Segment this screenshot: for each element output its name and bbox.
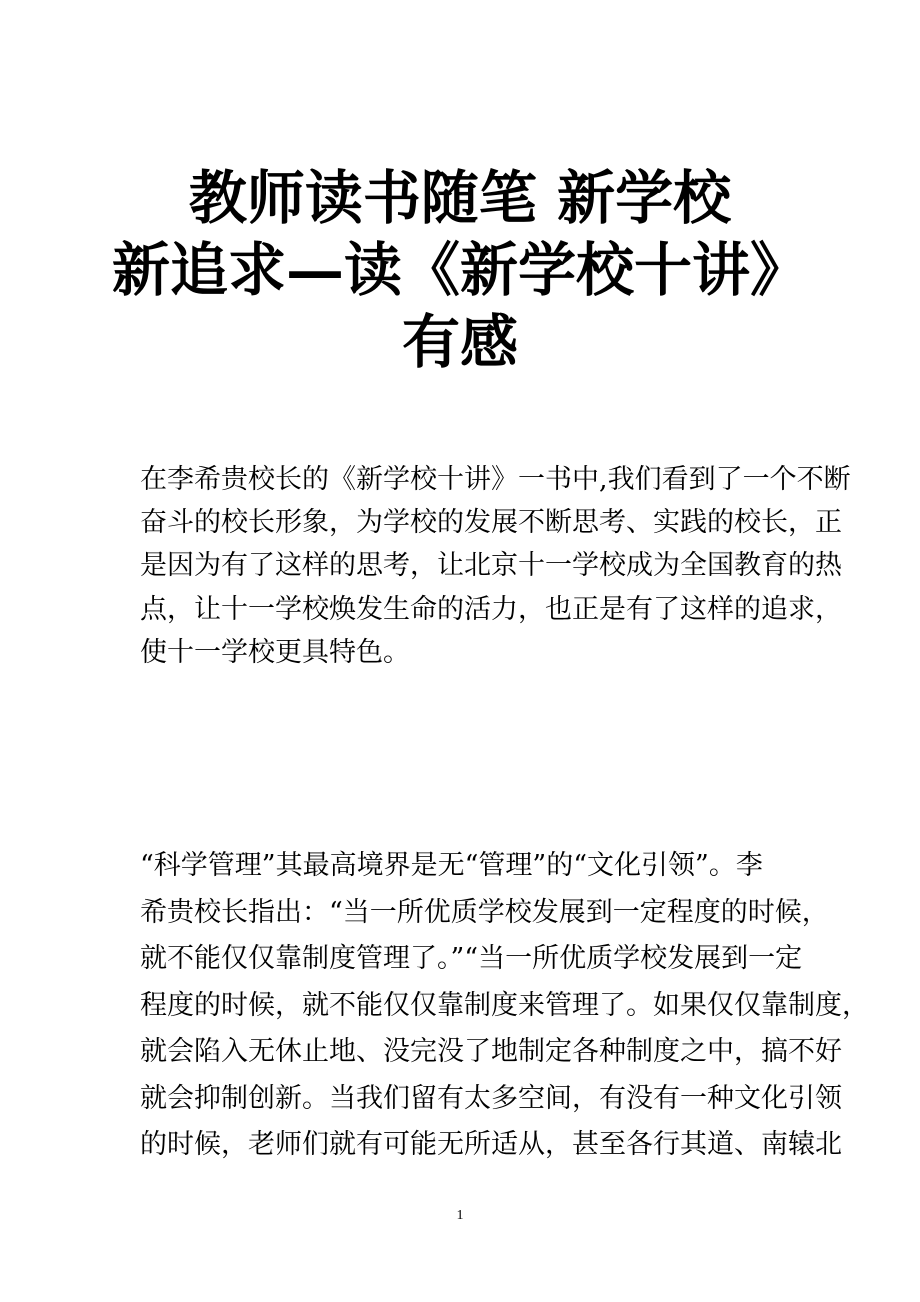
text-line: 奋斗的校长形象，为学校的发展不断思考、实践的校长，正 — [140, 507, 842, 539]
document-title — [0, 162, 920, 378]
text-line: “科学管理”其最高境界是无“管理”的“文化引领”。李 — [140, 850, 763, 881]
paragraph-1 — [140, 458, 851, 674]
text-line: 使十一学校更具特色。 — [140, 636, 410, 668]
text-line: 就会抑制创新。当我们留有太多空间，有没有一种文化引领 — [140, 1082, 842, 1114]
title-line: 新追求—读《新学校十讲》 — [111, 236, 808, 304]
text-line: 是因为有了这样的思考，让北京十一学校成为全国教育的热 — [140, 550, 842, 582]
text-line: 的时候，老师们就有可能无所适从，甚至各行其道、南辕北 — [140, 1129, 842, 1160]
page-number: 1 — [456, 1208, 464, 1223]
text-line: 程度的时候，就不能仅仅靠制度来管理了。如果仅仅靠制度， — [140, 989, 869, 1021]
paragraph-2 — [140, 843, 869, 1169]
title-line: 教师读书随笔 新学校 — [188, 164, 732, 232]
text-line: 就不能仅仅靠制度管理了。”“当一所优质学校发展到一定 — [140, 943, 803, 974]
text-line: 就会陷入无休止地、没完没了地制定各种制度之中，搞不好 — [140, 1036, 842, 1067]
text-line: 在李希贵校长的《新学校十讲》一书中,我们看到了一个不断 — [140, 464, 851, 495]
text-line: 希贵校长指出：“当一所优质学校发展到一定程度的时候， — [140, 896, 829, 928]
title-line: 有感 — [401, 308, 518, 376]
text-line: 点，让十一学校焕发生命的活力，也正是有了这样的追求， — [140, 593, 842, 625]
